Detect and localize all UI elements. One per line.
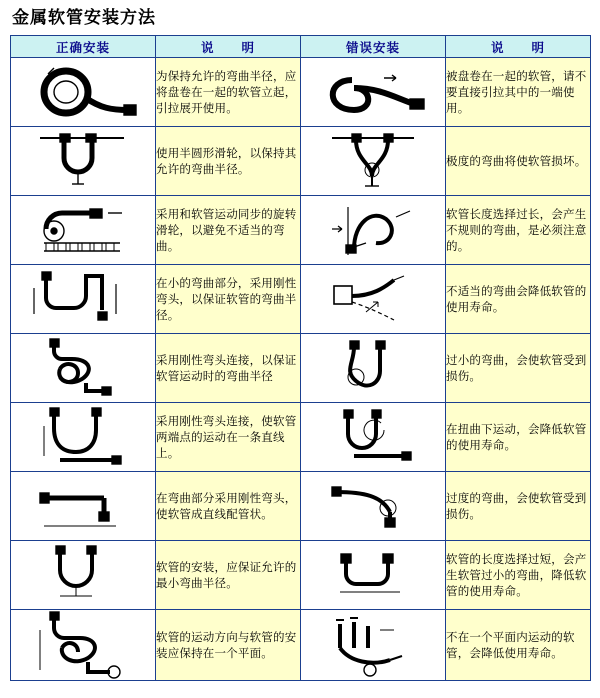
table-row (11, 265, 591, 334)
figure-improper-bend-reduces-life (301, 265, 446, 334)
note-correct: 软管的安装，应保证允许的最小弯曲半径。 (156, 541, 301, 610)
header-correct-note: 说 明 (156, 36, 301, 58)
figure-hose-motion-out-of-plane (301, 610, 446, 681)
figure-rigid-elbow-both-ends-straight-line (11, 403, 156, 472)
figure-rigid-elbow-straight-piping (11, 472, 156, 541)
table-row (11, 58, 591, 127)
figure-hose-too-short-small-bend (301, 541, 446, 610)
table-row (11, 196, 591, 265)
figure-hose-on-rotating-pulley-with-chain (11, 196, 156, 265)
figure-hose-bent-sharply-at-point (301, 127, 446, 196)
table-row (11, 472, 591, 541)
page-title: 金属软管安装方法 (12, 8, 156, 28)
header-wrong-note: 说 明 (446, 36, 591, 58)
note-correct: 采用和软管运动同步的旋转滑轮，以避免不适当的弯曲。 (156, 196, 301, 265)
figure-too-small-bend-radius-u-shape (301, 334, 446, 403)
note-wrong: 被盘卷在一起的软管，请不要直接引拉其中的一端使用。 (446, 58, 591, 127)
note-wrong: 软管的长度选择过短，会产生软管过小的弯曲，降低软管的使用寿命。 (446, 541, 591, 610)
note-wrong: 不在一个平面内运动的软管，会降低使用寿命。 (446, 610, 591, 681)
figure-torsional-motion-u-shape (301, 403, 446, 472)
table-row (11, 610, 591, 681)
header-wrong-install: 错误安装 (301, 36, 446, 58)
figure-rigid-elbow-at-small-bend (11, 265, 156, 334)
figure-rigid-elbow-connection-u-loop (11, 334, 156, 403)
note-wrong: 不适当的弯曲会降低软管的使用寿命。 (446, 265, 591, 334)
hose-installation-table (10, 35, 591, 681)
table-row (11, 334, 591, 403)
note-wrong: 过小的弯曲，会使软管受到损伤。 (446, 334, 591, 403)
table-row (11, 541, 591, 610)
note-correct: 在小的弯曲部分，采用刚性弯头，以保证软管的弯曲半径。 (156, 265, 301, 334)
note-correct: 采用刚性弯头连接，以保证软管运动时的弯曲半径 (156, 334, 301, 403)
note-wrong: 过度的弯曲，会使软管受到损伤。 (446, 472, 591, 541)
note-correct: 在弯曲部分采用刚性弯头，使软管成直线配管状。 (156, 472, 301, 541)
figure-excessive-bend-straight-run (301, 472, 446, 541)
note-correct: 采用刚性弯头连接，使软管两端点的运动在一条直线上。 (156, 403, 301, 472)
table-row (11, 127, 591, 196)
figure-hose-installed-min-bend-radius (11, 541, 156, 610)
note-wrong: 极度的弯曲将使软管损坏。 (446, 127, 591, 196)
table-header-row (11, 36, 591, 58)
note-wrong: 软管长度选择过长，会产生不规则的弯曲，是必须注意的。 (446, 196, 591, 265)
note-correct: 为保持允许的弯曲半径，应将盘卷在一起的软管立起，引拉展开使用。 (156, 58, 301, 127)
header-correct-install: 正确安装 (11, 36, 156, 58)
figure-hose-too-long-irregular-bend (301, 196, 446, 265)
figure-coiled-hose-standing-upright (11, 58, 156, 127)
table-row (11, 403, 591, 472)
figure-coiled-hose-pulled-straight (301, 58, 446, 127)
note-correct: 使用半圆形滑轮，以保持其允许的弯曲半径。 (156, 127, 301, 196)
note-wrong: 在扭曲下运动，会降低软管的使用寿命。 (446, 403, 591, 472)
note-correct: 软管的运动方向与软管的安装应保持在一个平面。 (156, 610, 301, 681)
figure-hose-motion-same-plane (11, 610, 156, 681)
figure-hose-over-semicircular-guide (11, 127, 156, 196)
